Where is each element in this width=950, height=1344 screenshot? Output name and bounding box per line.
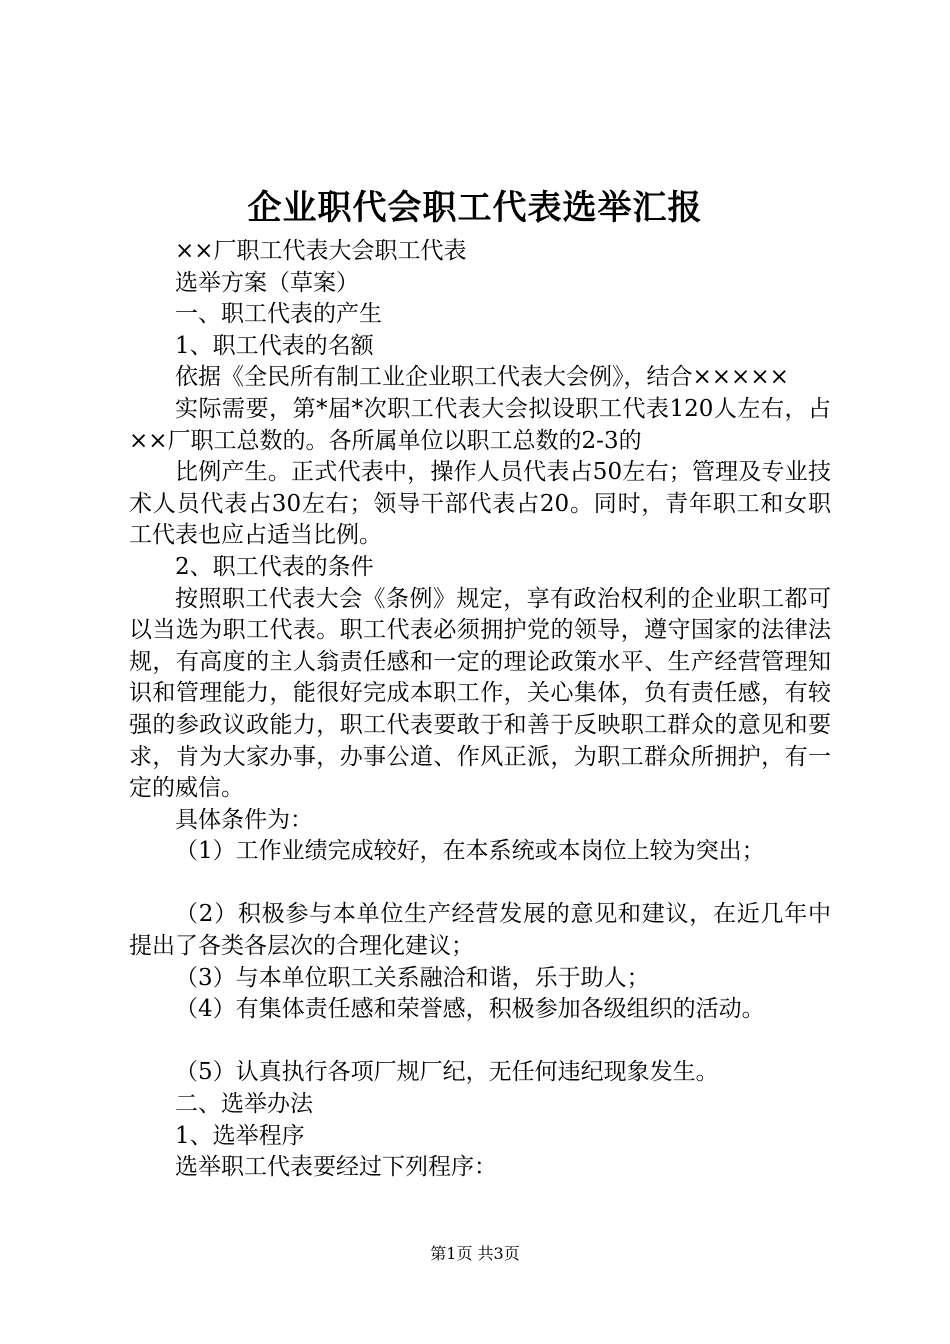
page-footer: 第1页 共3页 <box>430 1244 520 1263</box>
paragraph-actual-needs: 实际需要，第*届*次职工代表大会拟设职工代表120人左右，占××厂职工总数的。各所属单位以职工总数的2-3的 <box>129 395 831 454</box>
paragraph-according-to: 依据《全民所有制工业企业职工代表大会例》，结合××××× <box>175 364 789 391</box>
document-body <box>129 236 831 1184</box>
list-item-condition-1: （1）工作业绩完成较好，在本系统或本岗位上较为突出； <box>175 838 765 865</box>
heading-conditions: 2、职工代表的条件 <box>175 553 374 580</box>
heading-section-2: 二、选举办法 <box>175 1091 313 1118</box>
list-item-condition-5: （5）认真执行各项厂规厂纪，无任何违纪现象发生。 <box>175 1059 719 1086</box>
heading-election-procedure: 1、选举程序 <box>175 1122 305 1149</box>
paragraph-factory-congress: ××厂职工代表大会职工代表 <box>175 238 467 264</box>
list-item-condition-3: （3）与本单位职工关系融洽和谐，乐于助人； <box>175 964 650 991</box>
paragraph-procedure-intro: 选举职工代表要经过下列程序： <box>175 1154 497 1181</box>
list-item-condition-2: （2）积极参与本单位生产经营发展的意见和建议，在近几年中提出了各类各层次的合理化建议； <box>129 901 831 960</box>
heading-quota: 1、职工代表的名额 <box>175 332 374 359</box>
document-title: 企业职代会职工代表选举汇报 <box>247 188 703 228</box>
heading-section-1: 一、职工代表的产生 <box>175 301 382 328</box>
paragraph-election-plan-draft: 选举方案（草案） <box>175 269 359 296</box>
paragraph-conditions-body: 按照职工代表大会《条例》规定，享有政治权利的企业职工都可以当选为职工代表。职工代表必须拥护党的领导，遵守国家的法律法规，有高度的主人翁责任感和一定的理论政策水平、生产经营管理知识和管理能力，能很好完成本职工作，关心集体，负有责任感，有较强的参政议政能力，职工代表要敢于和善于反映职工群众的意见和要求，肯为大家办事，办事公道、作风正派，为职工群众所拥护，有一定的威信。 <box>129 585 831 802</box>
list-item-condition-4: （4）有集体责任感和荣誉感，积极参加各级组织的活动。 <box>175 996 765 1023</box>
paragraph-ratio: 比例产生。正式代表中，操作人员代表占50左右；管理及专业技术人员代表占30左右；领导干部代表占20。同时，青年职工和女职工代表也应占适当比例。 <box>129 459 831 549</box>
paragraph-specific-conditions: 具体条件为： <box>175 806 313 833</box>
